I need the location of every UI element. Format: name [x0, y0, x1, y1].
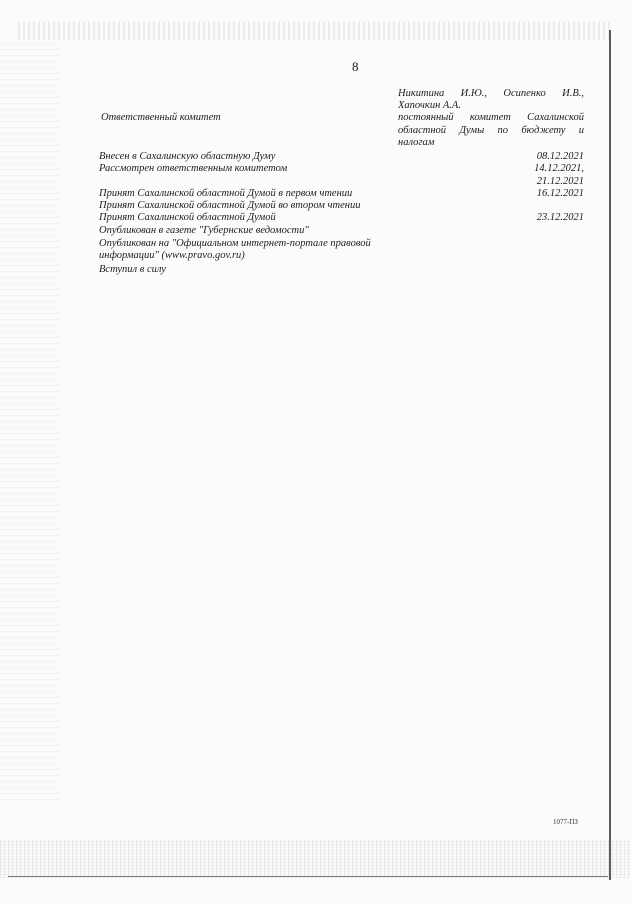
document-code: 1077-ПЗ — [553, 818, 578, 826]
entry-adopted-date: 23.12.2021 — [536, 212, 584, 223]
committee-value-line-2: областной Думы по бюджету и — [398, 124, 584, 136]
entry-first-reading-date: 16.12.2021 — [536, 188, 584, 199]
entry-introduced-date: 08.12.2021 — [536, 151, 584, 162]
entry-published-portal-label-line-1: Опубликован на "Официальном интернет-портале правовой — [99, 238, 371, 249]
entry-adopted-label: Принят Сахалинской областной Думой — [99, 212, 276, 223]
committee-label: Ответственный комитет — [101, 112, 221, 123]
committee-value-line-3: налогам — [398, 136, 435, 148]
entry-published-portal-label-line-2: информации" (www.pravo.gov.ru) — [99, 250, 245, 261]
page-number: 8 — [352, 59, 359, 74]
committee-value-line-1: постоянный комитет Сахалинской — [398, 112, 584, 124]
entry-introduced-label: Внесен в Сахалинскую областную Думу — [99, 151, 276, 162]
entry-reviewed-date-1: 14.12.2021, — [534, 163, 584, 174]
entry-first-reading-label: Принят Сахалинской областной Думой в первом чтении — [99, 188, 353, 199]
scan-edge-bottom — [8, 876, 608, 877]
scan-artifact-top — [18, 22, 613, 40]
scan-artifact-left — [0, 40, 60, 800]
entry-second-reading-label: Принят Сахалинской областной Думой во втором чтении — [99, 200, 361, 211]
authors-line-2: Хапочкин А.А. — [398, 100, 461, 112]
scan-edge-right — [609, 30, 611, 880]
entry-reviewed-label: Рассмотрен ответственным комитетом — [99, 163, 288, 174]
entry-in-force-label: Вступил в силу — [99, 264, 166, 275]
authors-and-committee — [398, 88, 584, 149]
entry-reviewed-date-2: 21.12.2021 — [536, 176, 584, 187]
authors-line-1: Никитина И.Ю., Осипенко И.В., — [398, 88, 584, 99]
entry-published-newspaper-label: Опубликован в газете "Губернские ведомости" — [99, 225, 309, 236]
scan-artifact-bottom — [0, 840, 631, 878]
